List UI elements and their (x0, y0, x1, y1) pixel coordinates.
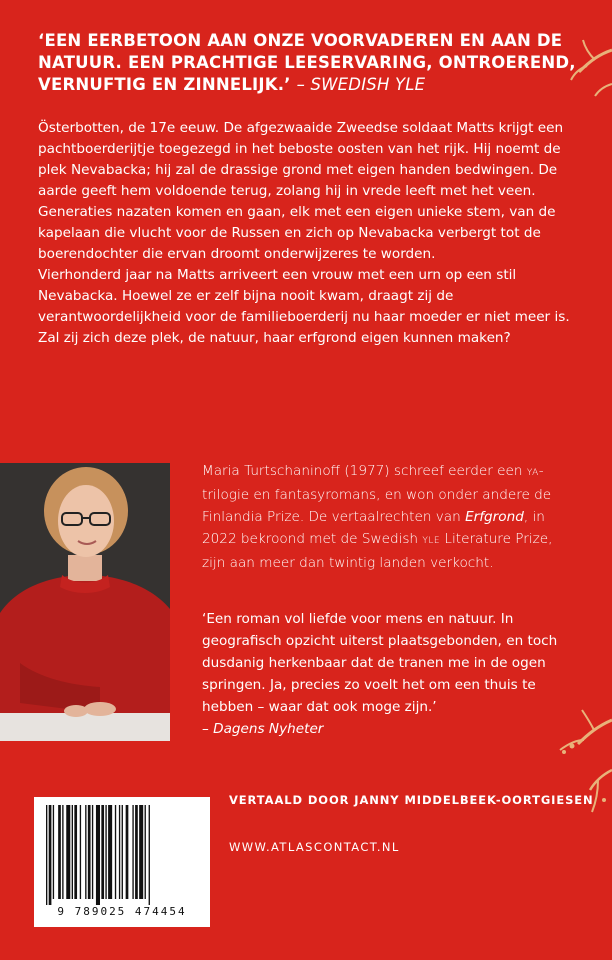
barcode-bar (119, 805, 120, 899)
barcode-bar (49, 805, 52, 905)
blurb (38, 118, 578, 349)
barcode-bar (58, 805, 61, 899)
barcode-bar (66, 805, 70, 899)
press-quote-source: – SWEDISH YLE (296, 75, 426, 94)
barcode (34, 797, 210, 927)
barcode-bar (105, 805, 106, 899)
barcode-bar (88, 805, 91, 899)
barcode-bar (135, 805, 138, 899)
barcode-bar (92, 805, 93, 899)
barcode-bar (72, 805, 73, 899)
barcode-number: 9 789025 474454 (57, 905, 187, 918)
bio-text-part-2: -trilogie en fantasyromans, en won onder andere de Finlandia Prize. De vertaalrechten van (202, 463, 552, 525)
publisher-website: WWW.ATLASCONTACT.NL (229, 840, 400, 854)
barcode-bar (46, 805, 47, 905)
author-bio (202, 460, 580, 574)
barcode-bar (145, 805, 146, 899)
barcode-bar (132, 805, 133, 899)
barcode-bar (80, 805, 81, 899)
blurb-paragraph-3: Vierhonderd jaar na Matts arriveert een vrouw met een urn op een stil Nevabacka. Hoewel ze er zelf bijna nooit kwam, draagt zij de verantwoordelijkheid voor de familieboerderij nu haar moeder er niet meer is. Zal zij zich deze plek, de natuur, haar erfgrond eigen kunnen maken? (38, 267, 570, 346)
barcode-bar (139, 805, 143, 899)
barcode-bar (74, 805, 77, 899)
bio-ya-abbrev: YA (526, 468, 539, 478)
author-photo (0, 463, 170, 741)
barcode-bar (96, 805, 100, 905)
press-quote-top (38, 30, 578, 96)
bio-book-title: Erfgrond (465, 509, 524, 525)
barcode-bar (126, 805, 129, 899)
bio-text-part-4: Literature Prize, zijn aan meer dan twintig landen verkocht. (202, 531, 553, 571)
barcode-bar (62, 805, 63, 899)
bio-yle-abbrev: YLE (422, 536, 441, 546)
review-quote (202, 608, 582, 740)
barcode-bar (85, 805, 86, 899)
translator-credit: VERTAALD DOOR JANNY MIDDELBEEK-OORTGIESEN (229, 793, 594, 807)
barcode-bar (108, 805, 112, 899)
review-source: – Dagens Nyheter (202, 721, 324, 737)
barcode-bar (115, 805, 116, 899)
barcode-bar (101, 805, 104, 899)
blurb-paragraph-1: Österbotten, de 17e eeuw. De afgezwaaide Zweedse soldaat Matts krijgt een pachtboerderijtje toegezegd in het beboste oosten van het rijk. Hij noemt de plek Nevabacka; hij zal de drassige grond met eigen handen bedwingen. De aarde geeft hem voldoende terug, zolang hij in vrede leeft met het veen. (38, 120, 564, 199)
barcode-bars (44, 805, 200, 905)
bio-text-part-3: , in 2022 bekroond met de Swedish (202, 509, 545, 547)
barcode-bar (53, 805, 54, 899)
press-quote-text: ‘EEN EERBETOON AAN ONZE VOORVADEREN EN AAN DE NATUUR. EEN PRACHTIGE LEESERVARING, ONTROEREND, VERNUFTIG EN ZINNELIJK.’ (38, 31, 576, 94)
barcode-bar (149, 805, 150, 905)
barcode-bar (122, 805, 123, 899)
bio-text-part-1: Maria Turtschaninoff (1977) schreef eerder een (202, 463, 527, 479)
blurb-paragraph-2: Generaties nazaten komen en gaan, elk met een eigen unieke stem, van de kapelaan die vlucht voor de Russen en zich op Nevabacka verbergt tot de boerendochter die ervan droomt onderwijzeres te worden. (38, 204, 556, 262)
review-text: ‘Een roman vol liefde voor mens en natuur. In geografisch opzicht uiterst plaatsgebonden, en toch dusdanig herkenbaar dat de tranen me in de ogen springen. Ja, precies zo voelt het om een thuis te hebben – waar dat ook moge zijn.’ (202, 611, 558, 715)
